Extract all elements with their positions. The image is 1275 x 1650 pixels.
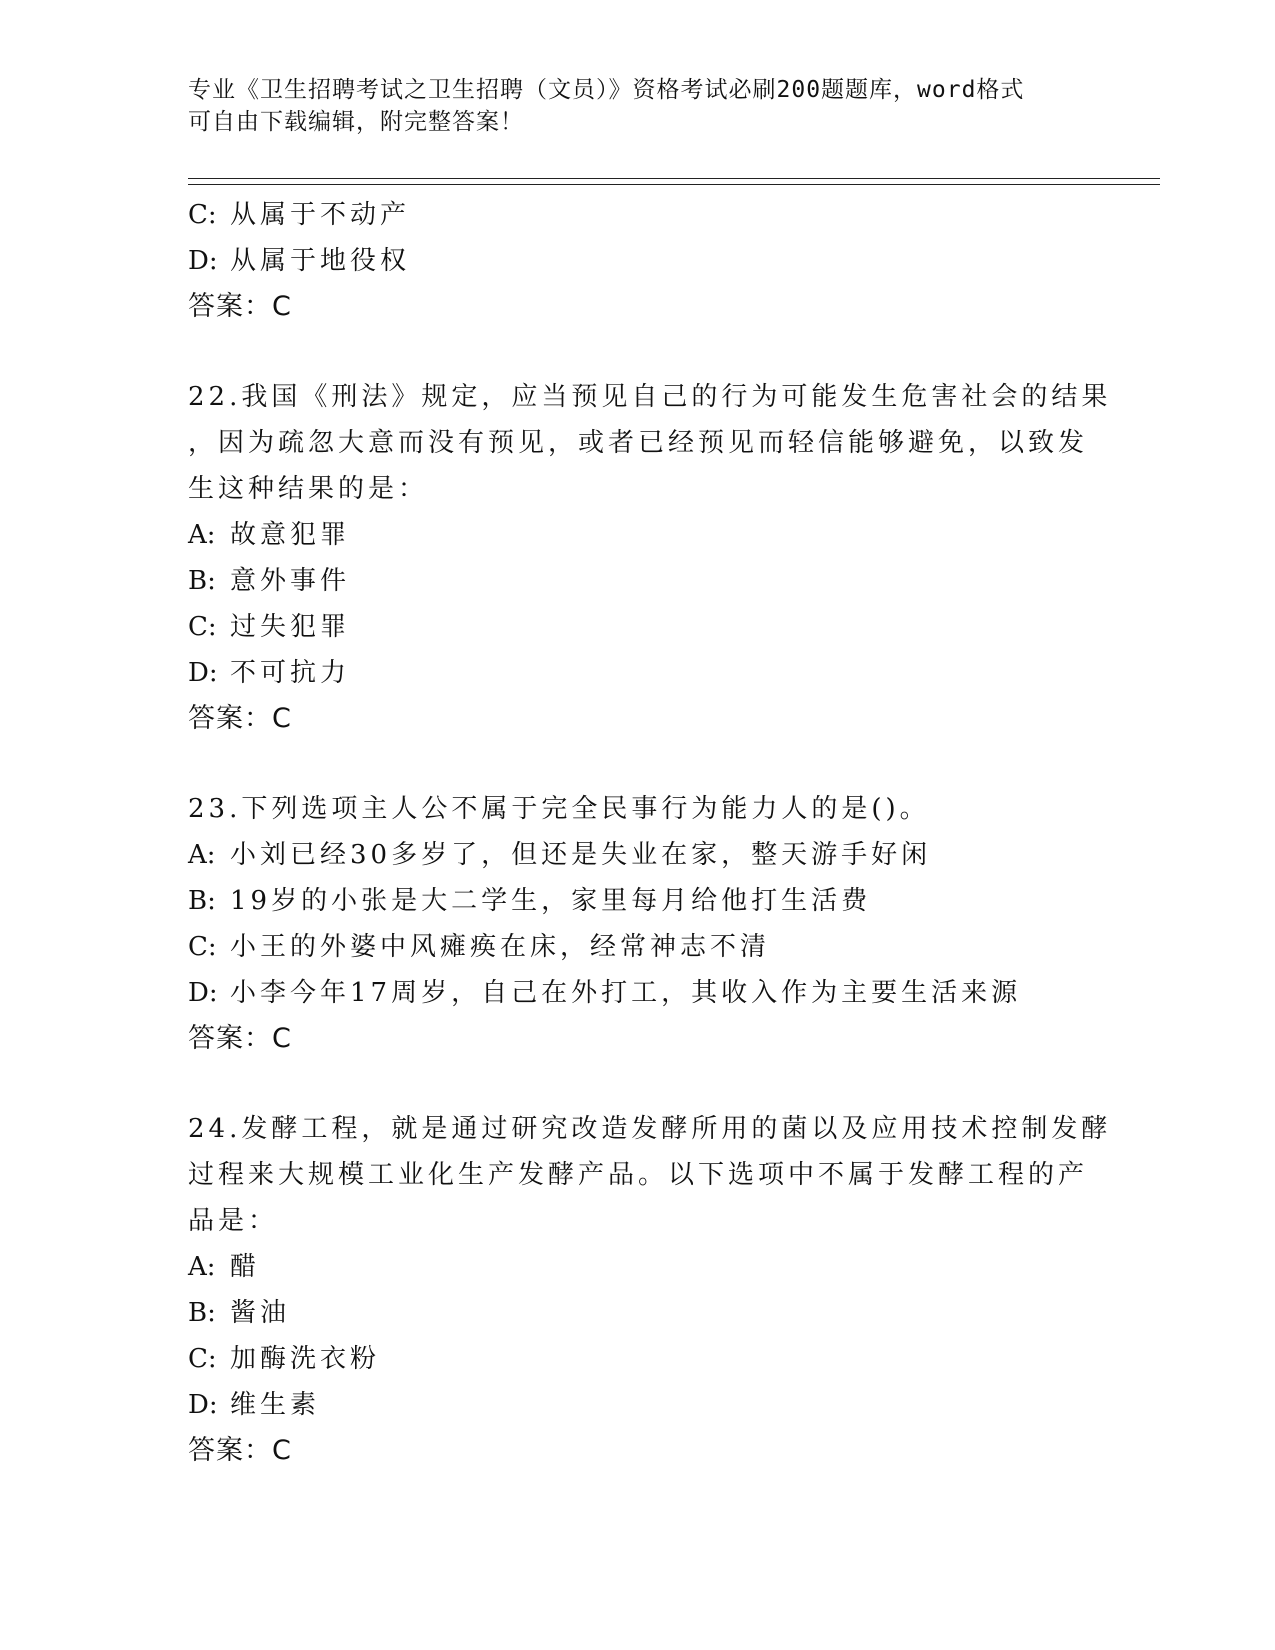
option-text: 从属于地役权 [230, 246, 411, 276]
option-c [188, 192, 1088, 238]
option-d [188, 238, 1088, 284]
question-22 [188, 374, 1112, 742]
option-d [188, 650, 1088, 696]
question-24 [188, 1106, 1112, 1474]
option-a [188, 832, 1088, 878]
option-text: 醋 [230, 1252, 261, 1282]
question-stem-line: 24.发酵工程，就是通过研究改造发酵所用的菌以及应用技术控制发酵 [188, 1114, 1112, 1144]
option-key: B: [188, 566, 216, 596]
option-text: 故意犯罪 [230, 520, 351, 550]
option-c [188, 1336, 1088, 1382]
option-text: 小刘已经30多岁了，但还是失业在家，整天游手好闲 [230, 840, 932, 870]
option-key: B: [188, 886, 216, 916]
document-header [188, 74, 1068, 138]
question-stem-line: 过程来大规模工业化生产发酵产品。以下选项中不属于发酵工程的产 [188, 1160, 1089, 1190]
question-stem-line: 23.下列选项主人公不属于完全民事行为能力人的是()。 [188, 794, 930, 824]
answer-line: 答案：C [188, 703, 292, 734]
header-line-1: 专业《卫生招聘考试之卫生招聘（文员）》资格考试必刷200题题库，word格式 [188, 77, 1025, 103]
option-key: C: [188, 200, 217, 230]
option-key: D: [188, 1390, 218, 1420]
option-b [188, 1290, 1088, 1336]
prev-question [188, 192, 1088, 330]
option-key: A: [188, 1252, 216, 1282]
question-stem-line: 品是： [188, 1206, 279, 1236]
option-c [188, 604, 1088, 650]
question-stem-line: 生这种结果的是： [188, 474, 429, 504]
answer-line: 答案：C [188, 1023, 292, 1054]
option-text: 19岁的小张是大二学生，家里每月给他打生活费 [230, 886, 872, 916]
header-divider-top [188, 178, 1160, 179]
answer-line: 答案：C [188, 1435, 292, 1466]
option-text: 酱油 [230, 1298, 291, 1328]
option-key: D: [188, 978, 218, 1008]
option-key: D: [188, 246, 218, 276]
option-text: 意外事件 [230, 566, 351, 596]
header-divider-bottom [188, 184, 1160, 185]
question-23 [188, 786, 1088, 1062]
question-stem-line: 22.我国《刑法》规定，应当预见自己的行为可能发生危害社会的结果 [188, 382, 1112, 412]
option-a [188, 1244, 1088, 1290]
option-d [188, 1382, 1088, 1428]
option-key: A: [188, 520, 216, 550]
answer-line: 答案：C [188, 291, 292, 322]
option-d [188, 970, 1088, 1016]
question-content [188, 192, 1112, 1474]
option-text: 从属于不动产 [230, 200, 411, 230]
option-key: C: [188, 932, 217, 962]
option-text: 小王的外婆中风瘫痪在床，经常神志不清 [230, 932, 771, 962]
option-key: C: [188, 612, 217, 642]
option-key: D: [188, 658, 218, 688]
header-line-2: 可自由下载编辑，附完整答案！ [188, 109, 524, 135]
option-b [188, 558, 1088, 604]
option-text: 维生素 [230, 1390, 321, 1420]
option-text: 不可抗力 [230, 658, 351, 688]
question-stem-line: ，因为疏忽大意而没有预见，或者已经预见而轻信能够避免，以致发 [188, 428, 1089, 458]
option-b [188, 878, 1088, 924]
option-a [188, 512, 1088, 558]
option-key: B: [188, 1298, 216, 1328]
option-text: 过失犯罪 [230, 612, 351, 642]
option-key: C: [188, 1344, 217, 1374]
option-key: A: [188, 840, 216, 870]
option-text: 小李今年17周岁，自己在外打工，其收入作为主要生活来源 [230, 978, 1022, 1008]
option-text: 加酶洗衣粉 [230, 1344, 381, 1374]
option-c [188, 924, 1088, 970]
